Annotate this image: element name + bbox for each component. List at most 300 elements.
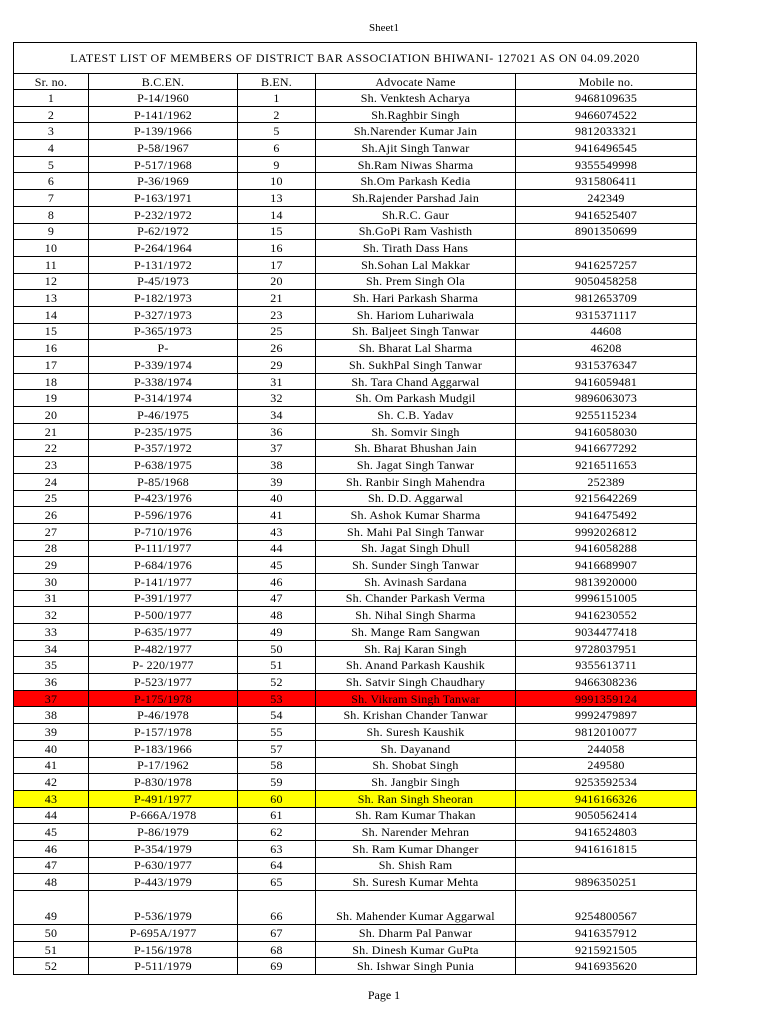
cell-mobile-no: 9416059481: [516, 373, 697, 390]
cell-advocate-name: Sh. Shobat Singh: [316, 757, 516, 774]
cell-mobile-no: 9812653709: [516, 290, 697, 307]
cell-mobile-no: 9416058030: [516, 423, 697, 440]
cell-advocate-name: Sh.Ram Niwas Sharma: [316, 156, 516, 173]
cell-advocate-name: Sh. Ran Singh Sheoran: [316, 790, 516, 807]
cell-sr-no: 27: [14, 523, 89, 540]
table-row: [14, 290, 697, 307]
cell-b-en: 21: [238, 290, 316, 307]
table-row: [14, 790, 697, 807]
cell-sr-no: 51: [14, 941, 89, 958]
cell-mobile-no: 44608: [516, 323, 697, 340]
cell-sr-no: 52: [14, 958, 89, 975]
cell-sr-no: 33: [14, 624, 89, 641]
cell-b-en: 5: [238, 123, 316, 140]
cell-sr-no: 24: [14, 473, 89, 490]
cell-advocate-name: Sh. Anand Parkash Kaushik: [316, 657, 516, 674]
cell-b-en: 17: [238, 256, 316, 273]
table-row: [14, 223, 697, 240]
cell-advocate-name: Sh. Baljeet Singh Tanwar: [316, 323, 516, 340]
cell-bc-en: P-183/1966: [89, 740, 238, 757]
cell-mobile-no: 9416935620: [516, 958, 697, 975]
cell-mobile-no: 9416257257: [516, 256, 697, 273]
cell-advocate-name: Sh.Raghbir Singh: [316, 106, 516, 123]
cell-bc-en: P-391/1977: [89, 590, 238, 607]
table-row: [14, 340, 697, 357]
table-row: [14, 523, 697, 540]
cell-b-en: 58: [238, 757, 316, 774]
cell-b-en: 48: [238, 607, 316, 624]
cell-bc-en: P-85/1968: [89, 473, 238, 490]
cell-sr-no: 44: [14, 807, 89, 824]
cell-advocate-name: Sh. Jagat Singh Tanwar: [316, 457, 516, 474]
cell-sr-no: 20: [14, 407, 89, 424]
cell-bc-en: P-182/1973: [89, 290, 238, 307]
cell-advocate-name: Sh. Jangbir Singh: [316, 774, 516, 791]
table-row: [14, 123, 697, 140]
cell-mobile-no: 9416677292: [516, 440, 697, 457]
cell-bc-en: P-536/1979: [89, 891, 238, 925]
cell-b-en: 10: [238, 173, 316, 190]
cell-sr-no: 16: [14, 340, 89, 357]
cell-mobile-no: 9416357912: [516, 925, 697, 942]
cell-b-en: 9: [238, 156, 316, 173]
cell-advocate-name: Sh. Chander Parkash Verma: [316, 590, 516, 607]
cell-b-en: 38: [238, 457, 316, 474]
cell-bc-en: P-36/1969: [89, 173, 238, 190]
table-row: [14, 90, 697, 107]
cell-mobile-no: 9992479897: [516, 707, 697, 724]
cell-sr-no: 48: [14, 874, 89, 891]
cell-b-en: 55: [238, 724, 316, 741]
cell-bc-en: P-354/1979: [89, 840, 238, 857]
cell-bc-en: P-141/1977: [89, 573, 238, 590]
cell-sr-no: 34: [14, 640, 89, 657]
cell-b-en: 65: [238, 874, 316, 891]
cell-mobile-no: 9355613711: [516, 657, 697, 674]
cell-sr-no: 14: [14, 306, 89, 323]
cell-advocate-name: Sh.Sohan Lal Makkar: [316, 256, 516, 273]
cell-bc-en: P-511/1979: [89, 958, 238, 975]
cell-advocate-name: Sh. Dayanand: [316, 740, 516, 757]
table-row: [14, 206, 697, 223]
cell-sr-no: 42: [14, 774, 89, 791]
cell-sr-no: 35: [14, 657, 89, 674]
cell-sr-no: 21: [14, 423, 89, 440]
cell-advocate-name: Sh. Satvir Singh Chaudhary: [316, 674, 516, 691]
table-row: [14, 373, 697, 390]
cell-advocate-name: Sh. Ram Kumar Thakan: [316, 807, 516, 824]
cell-mobile-no: 9416161815: [516, 840, 697, 857]
cell-sr-no: 9: [14, 223, 89, 240]
cell-sr-no: 22: [14, 440, 89, 457]
cell-advocate-name: Sh. Somvir Singh: [316, 423, 516, 440]
cell-advocate-name: Sh. Hariom Luhariwala: [316, 306, 516, 323]
cell-mobile-no: 9812033321: [516, 123, 697, 140]
cell-mobile-no: [516, 240, 697, 257]
cell-sr-no: 5: [14, 156, 89, 173]
cell-mobile-no: 9468109635: [516, 90, 697, 107]
table-row: [14, 440, 697, 457]
cell-b-en: 68: [238, 941, 316, 958]
cell-bc-en: P-235/1975: [89, 423, 238, 440]
cell-sr-no: 26: [14, 507, 89, 524]
cell-bc-en: P-62/1972: [89, 223, 238, 240]
cell-advocate-name: Sh. Hari Parkash Sharma: [316, 290, 516, 307]
table-row: [14, 607, 697, 624]
cell-mobile-no: 9254800567: [516, 891, 697, 925]
cell-b-en: 16: [238, 240, 316, 257]
table-row: [14, 357, 697, 374]
table-row: [14, 540, 697, 557]
cell-advocate-name: Sh.Rajender Parshad Jain: [316, 190, 516, 207]
cell-mobile-no: 9253592534: [516, 774, 697, 791]
cell-advocate-name: Sh. Dharm Pal Panwar: [316, 925, 516, 942]
header-b-en: B.EN.: [238, 74, 316, 90]
cell-b-en: 6: [238, 140, 316, 157]
cell-mobile-no: 8901350699: [516, 223, 697, 240]
cell-b-en: 41: [238, 507, 316, 524]
cell-mobile-no: 9315806411: [516, 173, 697, 190]
cell-advocate-name: Sh. Ranbir Singh Mahendra: [316, 473, 516, 490]
cell-mobile-no: 9315376347: [516, 357, 697, 374]
cell-bc-en: P-365/1973: [89, 323, 238, 340]
cell-b-en: 59: [238, 774, 316, 791]
table-row: [14, 557, 697, 574]
cell-sr-no: 46: [14, 840, 89, 857]
cell-b-en: 43: [238, 523, 316, 540]
table-row: [14, 156, 697, 173]
cell-bc-en: P-338/1974: [89, 373, 238, 390]
cell-advocate-name: Sh. Vikram Singh Tanwar: [316, 690, 516, 707]
cell-sr-no: 31: [14, 590, 89, 607]
cell-advocate-name: Sh. Sunder Singh Tanwar: [316, 557, 516, 574]
cell-bc-en: P-638/1975: [89, 457, 238, 474]
cell-advocate-name: Sh. Tara Chand Aggarwal: [316, 373, 516, 390]
cell-advocate-name: Sh. Mahi Pal Singh Tanwar: [316, 523, 516, 540]
cell-bc-en: P-500/1977: [89, 607, 238, 624]
cell-bc-en: P-46/1978: [89, 707, 238, 724]
table-row: [14, 256, 697, 273]
cell-bc-en: P-: [89, 340, 238, 357]
table-row: [14, 240, 697, 257]
cell-sr-no: 6: [14, 173, 89, 190]
cell-b-en: 26: [238, 340, 316, 357]
cell-b-en: 60: [238, 790, 316, 807]
cell-mobile-no: 9034477418: [516, 624, 697, 641]
cell-mobile-no: 9215921505: [516, 941, 697, 958]
cell-bc-en: P-58/1967: [89, 140, 238, 157]
header-sr-no: Sr. no.: [14, 74, 89, 90]
cell-b-en: 50: [238, 640, 316, 657]
cell-bc-en: P-111/1977: [89, 540, 238, 557]
cell-sr-no: 2: [14, 106, 89, 123]
cell-sr-no: 49: [14, 891, 89, 925]
cell-advocate-name: Sh. Krishan Chander Tanwar: [316, 707, 516, 724]
cell-bc-en: P-327/1973: [89, 306, 238, 323]
cell-bc-en: P-314/1974: [89, 390, 238, 407]
cell-advocate-name: Sh. Om Parkash Mudgil: [316, 390, 516, 407]
table-row: [14, 573, 697, 590]
cell-sr-no: 39: [14, 724, 89, 741]
cell-sr-no: 43: [14, 790, 89, 807]
cell-advocate-name: Sh. Suresh Kaushik: [316, 724, 516, 741]
cell-mobile-no: 9416475492: [516, 507, 697, 524]
table-row: [14, 857, 697, 874]
cell-advocate-name: Sh. Nihal Singh Sharma: [316, 607, 516, 624]
cell-b-en: 47: [238, 590, 316, 607]
cell-advocate-name: Sh. C.B. Yadav: [316, 407, 516, 424]
cell-b-en: 40: [238, 490, 316, 507]
cell-bc-en: P-157/1978: [89, 724, 238, 741]
table-row: [14, 590, 697, 607]
cell-bc-en: P-596/1976: [89, 507, 238, 524]
cell-sr-no: 13: [14, 290, 89, 307]
cell-b-en: 1: [238, 90, 316, 107]
table-row: [14, 306, 697, 323]
cell-advocate-name: Sh. Ishwar Singh Punia: [316, 958, 516, 975]
cell-mobile-no: [516, 857, 697, 874]
cell-b-en: 49: [238, 624, 316, 641]
cell-b-en: 15: [238, 223, 316, 240]
cell-advocate-name: Sh. Jagat Singh Dhull: [316, 540, 516, 557]
cell-bc-en: P-635/1977: [89, 624, 238, 641]
cell-bc-en: P-139/1966: [89, 123, 238, 140]
table-row: [14, 925, 697, 942]
cell-mobile-no: 242349: [516, 190, 697, 207]
cell-mobile-no: 252389: [516, 473, 697, 490]
table-row: [14, 941, 697, 958]
cell-b-en: 63: [238, 840, 316, 857]
cell-sr-no: 23: [14, 457, 89, 474]
cell-mobile-no: 9216511653: [516, 457, 697, 474]
cell-advocate-name: Sh. Mange Ram Sangwan: [316, 624, 516, 641]
table-row: [14, 273, 697, 290]
cell-b-en: 62: [238, 824, 316, 841]
cell-b-en: 45: [238, 557, 316, 574]
cell-advocate-name: Sh. Ram Kumar Dhanger: [316, 840, 516, 857]
cell-bc-en: P-443/1979: [89, 874, 238, 891]
cell-sr-no: 18: [14, 373, 89, 390]
cell-b-en: 51: [238, 657, 316, 674]
cell-mobile-no: 9416058288: [516, 540, 697, 557]
members-table: [13, 42, 697, 975]
document-title: LATEST LIST OF MEMBERS OF DISTRICT BAR ASSOCIATION BHIWANI- 127021 AS ON 04.09.2020: [14, 43, 697, 74]
table-row: [14, 840, 697, 857]
cell-bc-en: P-141/1962: [89, 106, 238, 123]
cell-bc-en: P-666A/1978: [89, 807, 238, 824]
cell-advocate-name: Sh. Avinash Sardana: [316, 573, 516, 590]
cell-b-en: 31: [238, 373, 316, 390]
cell-advocate-name: Sh. Suresh Kumar Mehta: [316, 874, 516, 891]
table-row: [14, 640, 697, 657]
cell-advocate-name: Sh.Om Parkash Kedia: [316, 173, 516, 190]
cell-advocate-name: Sh. Shish Ram: [316, 857, 516, 874]
table-row: [14, 140, 697, 157]
cell-bc-en: P-423/1976: [89, 490, 238, 507]
cell-advocate-name: Sh. Raj Karan Singh: [316, 640, 516, 657]
cell-sr-no: 15: [14, 323, 89, 340]
table-row: [14, 390, 697, 407]
cell-mobile-no: 9896350251: [516, 874, 697, 891]
cell-mobile-no: 249580: [516, 757, 697, 774]
cell-b-en: 53: [238, 690, 316, 707]
cell-advocate-name: Sh.R.C. Gaur: [316, 206, 516, 223]
cell-sr-no: 36: [14, 674, 89, 691]
cell-bc-en: P-46/1975: [89, 407, 238, 424]
cell-bc-en: P-695A/1977: [89, 925, 238, 942]
page-number: Page 1: [367, 988, 401, 1002]
cell-b-en: 54: [238, 707, 316, 724]
cell-b-en: 20: [238, 273, 316, 290]
cell-b-en: 34: [238, 407, 316, 424]
cell-b-en: 69: [238, 958, 316, 975]
cell-mobile-no: 9050562414: [516, 807, 697, 824]
table-row: [14, 674, 697, 691]
cell-advocate-name: Sh. Narender Mehran: [316, 824, 516, 841]
cell-mobile-no: 9991359124: [516, 690, 697, 707]
cell-advocate-name: Sh. Bharat Bhushan Jain: [316, 440, 516, 457]
cell-mobile-no: 9416525407: [516, 206, 697, 223]
cell-advocate-name: Sh. Tirath Dass Hans: [316, 240, 516, 257]
table-row: [14, 690, 697, 707]
cell-b-en: 52: [238, 674, 316, 691]
cell-advocate-name: Sh. Mahender Kumar Aggarwal: [316, 891, 516, 925]
cell-b-en: 32: [238, 390, 316, 407]
cell-b-en: 57: [238, 740, 316, 757]
cell-advocate-name: Sh.GoPi Ram Vashisth: [316, 223, 516, 240]
table-row: [14, 891, 697, 925]
cell-b-en: 14: [238, 206, 316, 223]
cell-b-en: 44: [238, 540, 316, 557]
cell-mobile-no: 9996151005: [516, 590, 697, 607]
table-row: [14, 874, 697, 891]
cell-mobile-no: 244058: [516, 740, 697, 757]
cell-sr-no: 7: [14, 190, 89, 207]
cell-sr-no: 8: [14, 206, 89, 223]
cell-bc-en: P- 220/1977: [89, 657, 238, 674]
cell-b-en: 25: [238, 323, 316, 340]
cell-bc-en: P-86/1979: [89, 824, 238, 841]
cell-b-en: 66: [238, 891, 316, 925]
cell-sr-no: 28: [14, 540, 89, 557]
cell-mobile-no: 46208: [516, 340, 697, 357]
cell-advocate-name: Sh. D.D. Aggarwal: [316, 490, 516, 507]
cell-mobile-no: 9355549998: [516, 156, 697, 173]
cell-mobile-no: 9416230552: [516, 607, 697, 624]
cell-bc-en: P-264/1964: [89, 240, 238, 257]
cell-mobile-no: 9813920000: [516, 573, 697, 590]
table-row: [14, 473, 697, 490]
cell-bc-en: P-156/1978: [89, 941, 238, 958]
cell-b-en: 29: [238, 357, 316, 374]
header-advocate-name: Advocate Name: [316, 74, 516, 90]
cell-bc-en: P-175/1978: [89, 690, 238, 707]
table-row: [14, 507, 697, 524]
cell-mobile-no: 9416496545: [516, 140, 697, 157]
cell-sr-no: 1: [14, 90, 89, 107]
table-title-row: [14, 43, 697, 74]
cell-sr-no: 32: [14, 607, 89, 624]
cell-bc-en: P-357/1972: [89, 440, 238, 457]
cell-bc-en: P-45/1973: [89, 273, 238, 290]
cell-sr-no: 17: [14, 357, 89, 374]
cell-sr-no: 40: [14, 740, 89, 757]
table-row: [14, 457, 697, 474]
cell-bc-en: P-482/1977: [89, 640, 238, 657]
table-row: [14, 807, 697, 824]
cell-mobile-no: 9416166326: [516, 790, 697, 807]
table-row: [14, 323, 697, 340]
cell-bc-en: P-14/1960: [89, 90, 238, 107]
cell-mobile-no: 9812010077: [516, 724, 697, 741]
table-row: [14, 774, 697, 791]
cell-advocate-name: Sh.Ajit Singh Tanwar: [316, 140, 516, 157]
cell-b-en: 61: [238, 807, 316, 824]
cell-bc-en: P-491/1977: [89, 790, 238, 807]
cell-mobile-no: 9466074522: [516, 106, 697, 123]
cell-sr-no: 37: [14, 690, 89, 707]
cell-mobile-no: 9466308236: [516, 674, 697, 691]
table-row: [14, 407, 697, 424]
cell-mobile-no: 9255115234: [516, 407, 697, 424]
table-row: [14, 190, 697, 207]
cell-bc-en: P-517/1968: [89, 156, 238, 173]
cell-sr-no: 10: [14, 240, 89, 257]
cell-mobile-no: 9416524803: [516, 824, 697, 841]
cell-sr-no: 29: [14, 557, 89, 574]
cell-advocate-name: Sh. Bharat Lal Sharma: [316, 340, 516, 357]
cell-sr-no: 50: [14, 925, 89, 942]
cell-mobile-no: 9728037951: [516, 640, 697, 657]
table-row: [14, 106, 697, 123]
cell-bc-en: P-131/1972: [89, 256, 238, 273]
sheet-name: Sheet1: [369, 22, 399, 34]
cell-sr-no: 3: [14, 123, 89, 140]
table-row: [14, 707, 697, 724]
cell-sr-no: 41: [14, 757, 89, 774]
cell-b-en: 64: [238, 857, 316, 874]
cell-b-en: 37: [238, 440, 316, 457]
cell-advocate-name: Sh. Dinesh Kumar GuPta: [316, 941, 516, 958]
cell-b-en: 2: [238, 106, 316, 123]
cell-bc-en: P-710/1976: [89, 523, 238, 540]
table-row: [14, 824, 697, 841]
cell-bc-en: P-339/1974: [89, 357, 238, 374]
cell-advocate-name: Sh. SukhPal Singh Tanwar: [316, 357, 516, 374]
cell-advocate-name: Sh. Ashok Kumar Sharma: [316, 507, 516, 524]
table-row: [14, 757, 697, 774]
cell-bc-en: P-523/1977: [89, 674, 238, 691]
table-row: [14, 423, 697, 440]
cell-b-en: 23: [238, 306, 316, 323]
cell-mobile-no: 9416689907: [516, 557, 697, 574]
cell-mobile-no: 9215642269: [516, 490, 697, 507]
cell-b-en: 36: [238, 423, 316, 440]
cell-bc-en: P-17/1962: [89, 757, 238, 774]
cell-advocate-name: Sh.Narender Kumar Jain: [316, 123, 516, 140]
cell-bc-en: P-830/1978: [89, 774, 238, 791]
cell-sr-no: 19: [14, 390, 89, 407]
cell-bc-en: P-232/1972: [89, 206, 238, 223]
cell-mobile-no: 9315371117: [516, 306, 697, 323]
cell-bc-en: P-163/1971: [89, 190, 238, 207]
cell-sr-no: 12: [14, 273, 89, 290]
cell-bc-en: P-684/1976: [89, 557, 238, 574]
header-bc-en: B.C.EN.: [89, 74, 238, 90]
table-row: [14, 624, 697, 641]
table-row: [14, 657, 697, 674]
table-row: [14, 724, 697, 741]
